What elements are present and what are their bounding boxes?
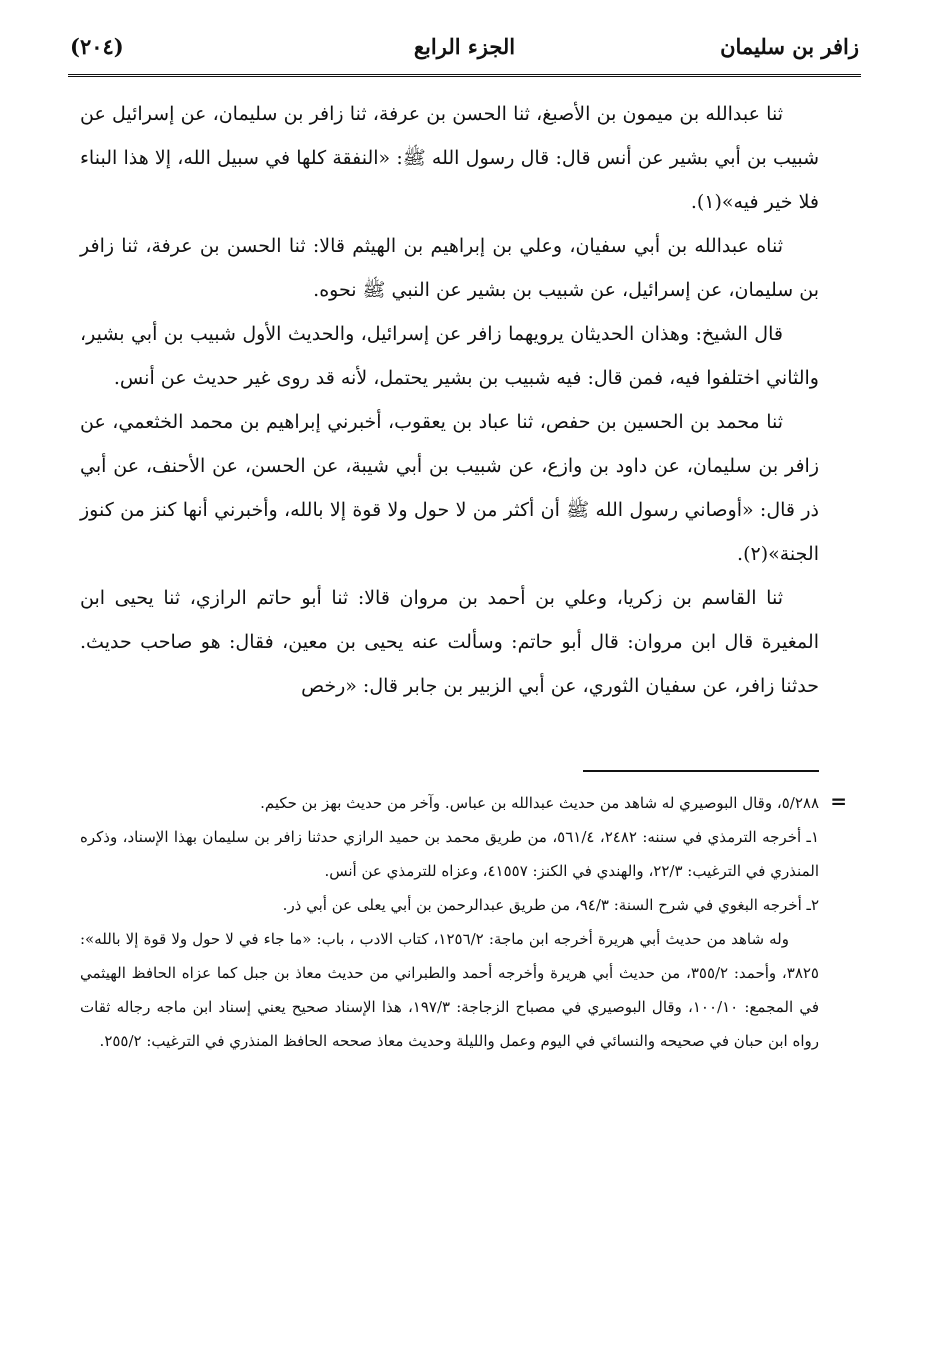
paragraph: ثناه عبدالله بن أبي سفيان، وعلي بن إبراهيم بن الهيثم قالا: ثنا الحسن بن عرفة، ثنا زافر بن سليمان، عن إسرائيل، عن شبيب بن بشير عن النبي ﷺ نحوه. <box>80 235 819 301</box>
paragraph: ثنا القاسم بن زكريا، وعلي بن أحمد بن مروان قالا: ثنا أبو حاتم الرازي، ثنا يحيى ابن المغيرة قال ابن مروان: قال أبو حاتم: وسألت عنه يحيى بن معين، فقال: هو صاحب حديث. حدثنا زافر، عن سفيان الثوري، عن أبي الزبير بن جابر قال: «رخص <box>80 587 819 697</box>
running-title: زافر بن سليمان <box>720 34 859 59</box>
paragraph: ثنا محمد بن الحسين بن حفص، ثنا عباد بن يعقوب، أخبرني إبراهيم بن محمد الخثعمي، عن زافر بن سليمان، عن داود بن وازع، عن شبيب بن أبي شيبة، عن الحسن، عن الأحنف، عن أبي ذر قال: «أوصاني رسول الله ﷺ أن أكثر من لا حول ولا قوة إلا بالله، وأخبرني أنها كنز من كنوز الجنة»(٢). <box>80 411 819 565</box>
volume-title: الجزء الرابع <box>413 34 516 59</box>
footnote-2-continuation: وله شاهد من حديث أبي هريرة أخرجه ابن ماجة: ١٢٥٦/٢، كتاب الادب ، باب: «ما جاء في لا حول ولا قوة إلا بالله»: ٣٨٢٥، وأحمد: ٣٥٥/٢، من حديث أبي هريرة وأخرجه أحمد والطبراني من حديث معاذ بن جبل كما عزاه الحافظ الهيثمي في المجمع: ١٠٠/١٠، وقال البوصيري في مصباح الزجاجة: ١٩٧/٣، هذا الإسناد صحيح يعني إسناد ابن ماجه رجاله ثقات رواه ابن حبان في صحيحه والنسائي في اليوم وعمل والليلة وحديث معاذ صححه الحافظ المنذري في الترغيب: ٢٥٥/٢. <box>80 930 819 1050</box>
page-header <box>70 28 859 72</box>
page-number: (٢٠٤) <box>70 34 124 59</box>
header-divider <box>68 74 861 77</box>
footnote-continuation: ٥/٢٨٨، وقال البوصيري له شاهد من حديث عبدالله بن عباس. وآخر من حديث بهز بن حكيم. <box>260 794 819 812</box>
footnote-1: ١ـ أخرجه الترمذي في سننه: ٢٤٨٢، ٥٦١/٤، من طريق محمد بن حميد الرازي حدثنا زافر بن سليمان بهذا الإسناد، وذكره المنذري في الترغيب: ٢٢/٣، والهندي في الكنز: ٤١٥٥٧، وعزاه للترمذي عن أنس. <box>80 828 819 880</box>
footnote-divider <box>583 770 819 772</box>
paragraph: قال الشيخ: وهذان الحديثان يرويهما زافر عن إسرائيل، والحديث الأول شبيب بن أبي بشير، والثاني اختلفوا فيه، فمن قال: فيه شبيب بن بشير يحتمل، لأنه قد روى غير حديث عن أنس. <box>80 323 819 389</box>
paragraph: ثنا عبدالله بن ميمون بن الأصبغ، ثنا الحسن بن عرفة، ثنا زافر بن سليمان، عن إسرائيل عن شبيب بن أبي بشير عن أنس قال: قال رسول الله ﷺ: «النفقة كلها في سبيل الله، إلا هذا البناء فلا خير فيه»(١). <box>80 103 819 213</box>
main-text <box>80 92 819 708</box>
continuation-mark: = <box>830 789 847 813</box>
footnote-2: ٢ـ أخرجه البغوي في شرح السنة: ٩٤/٣، من طريق عبدالرحمن بن أبي يعلى عن أبي ذر. <box>282 896 819 914</box>
footnotes <box>80 786 819 1058</box>
